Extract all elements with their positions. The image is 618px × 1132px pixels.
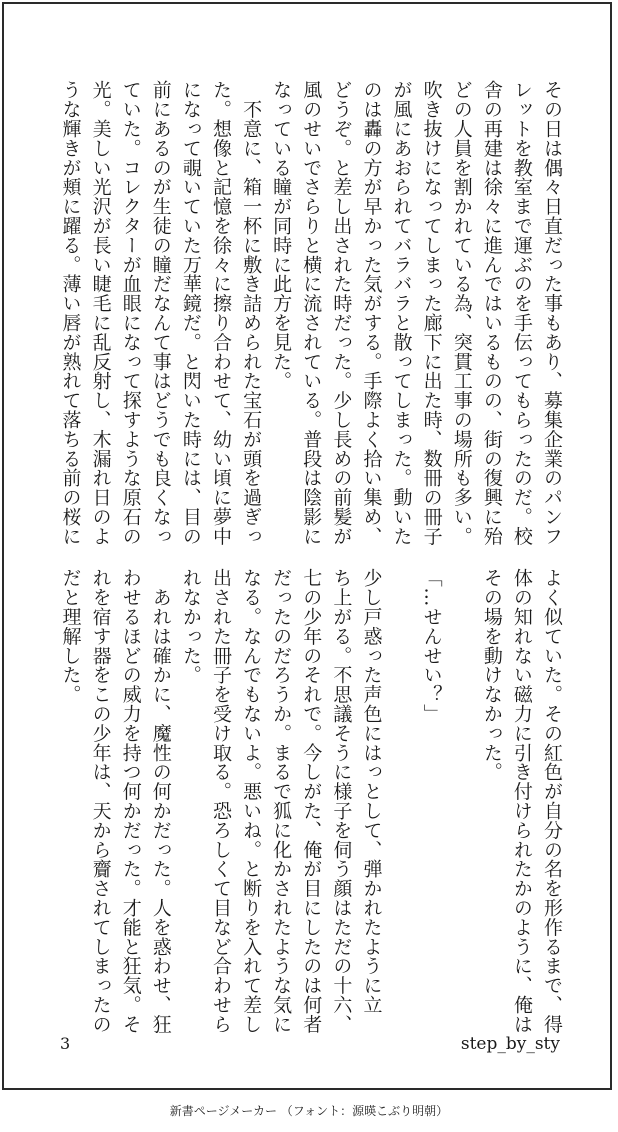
text-column: 少し戸惑った声色にはっとして、弾かれたように立 (360, 568, 383, 1015)
text-column: どの人員を割かれている為、突貫工事の場所も多い。 (450, 80, 473, 546)
footer-credit: 新書ページメーカー （フォント：源暎こぶり明朝） (169, 1104, 449, 1118)
text-column: だったのだろうか。まるで狐に化かされたような気に (270, 568, 293, 1034)
text-column: になって覗いていた万華鏡だ。と閃いた時には、目の (179, 80, 202, 546)
text-column: ていた。コレクターが血眼になって探すような原石の (119, 80, 142, 546)
text-column: 舎の再建は徐々に進んではいるものの、街の復興に殆 (480, 80, 503, 546)
text-column: あれは確かに、魔性の何かだった。人を惑わせ、狂 (149, 568, 172, 1034)
lower-text-block (59, 568, 567, 1034)
text-column: のは轟の方が早かった気がする。手際よく拾い集め、 (360, 80, 383, 546)
text-column: 光。美しい光沢が長い睫毛に乱反射し、木漏れ日のよ (89, 80, 112, 546)
text-column: 風のせいでさらりと横に流されている。普段は陰影に (300, 80, 323, 546)
text-column: 七の少年のそれで。今しがた、俺が目にしたのは何者 (300, 568, 323, 1034)
text-column: その場を動けなかった。 (480, 568, 503, 782)
text-column: ち上がる。不思議そうに様子を伺う顔はただの十六、 (330, 568, 353, 1034)
text-column: その日は偶々日直だった事もあり、募集企業のパンフ (541, 80, 563, 546)
text-column (447, 568, 477, 1008)
text-column: よく似ていた。その紅色が自分の名を形作るまで、得 (541, 568, 563, 1034)
text-column: どうぞ。と差し出された時だった。少し長めの前髪が (330, 80, 353, 546)
text-column: 出された冊子を受け取る。恐ろしくて目など合わせら (209, 568, 232, 1034)
text-column: れを宿す器をこの少年は、天から齎されてしまったの (89, 568, 112, 1034)
text-column: た。想像と記憶を徐々に擦り合わせて、幼い頃に夢中 (209, 80, 232, 546)
text-column: 前にあるのが生徒の瞳だなんて事はどうでも良くなっ (149, 80, 172, 546)
text-column: なる。なんでもないよ。悪いね。と断りを入れて差し (240, 568, 263, 1034)
text-column: レットを教室まで運ぶのを手伝ってもらったのだ。校 (510, 80, 533, 546)
text-column: れなかった。 (179, 568, 202, 685)
text-column: 不意に、箱一杯に敷き詰められた宝石が頭を過ぎっ (240, 80, 263, 546)
text-column (386, 568, 416, 1008)
author-name: step_by_sty (460, 1034, 560, 1054)
text-column: 「…せんせい？」 (420, 568, 443, 724)
text-column: が風にあおられてバラバラと散ってしまった。動いた (390, 80, 413, 546)
text-column: うな輝きが頬に躍る。薄い唇が熟れて落ちる前の桜に (59, 80, 82, 546)
text-column: 体の知れない磁力に引き付けられたかのように、俺は (510, 568, 533, 1034)
text-column: なっている瞳が同時に此方を見た。 (270, 80, 293, 391)
text-column: だと理解した。 (59, 568, 82, 704)
text-column: わせるほどの威力を持つ何かだった。才能と狂気。そ (119, 568, 142, 1034)
upper-text-block (59, 80, 567, 546)
page-number: 3 (60, 1034, 71, 1053)
text-column: 吹き抜けになってしまった廊下に出た時、数冊の冊子 (420, 80, 443, 546)
